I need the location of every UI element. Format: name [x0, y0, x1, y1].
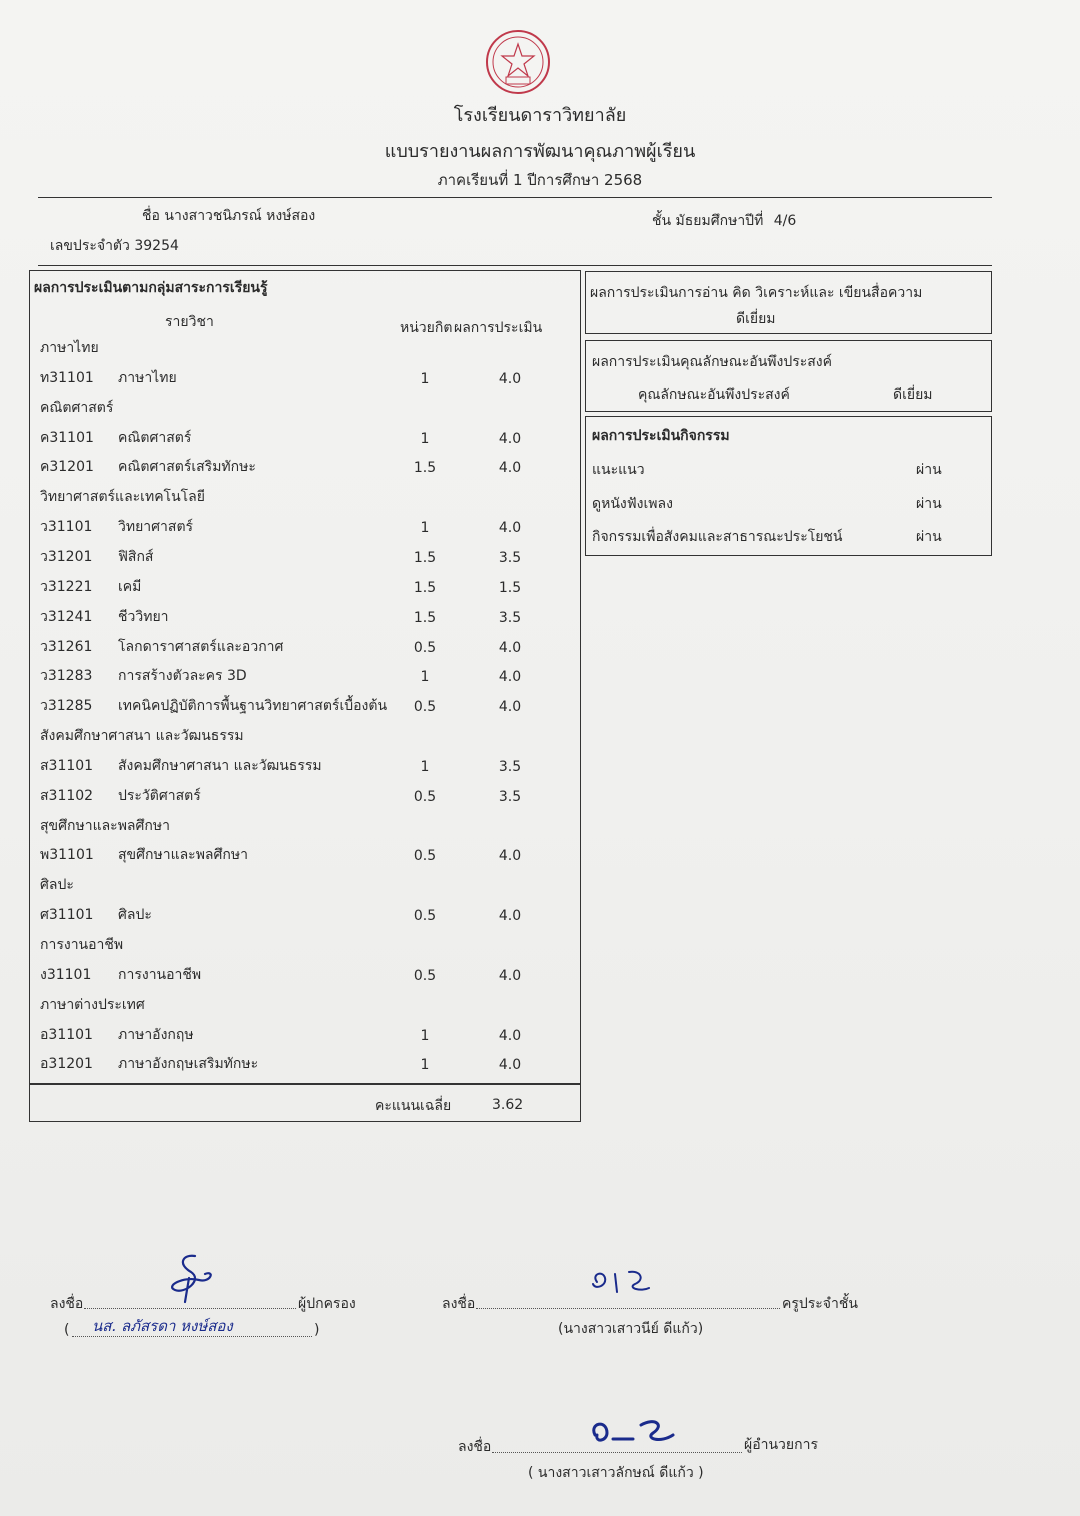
term-info: ภาคเรียนที่ 1 ปีการศึกษา 2568 [437, 171, 643, 189]
subject-grade: 4.0 [498, 848, 522, 865]
student-id-line [50, 235, 179, 257]
subject-code: ค31101 [40, 429, 94, 446]
character-assessment-title: ผลการประเมินคุณลักษณะอันพึงประสงค์ [592, 354, 833, 370]
col-result-header: ผลการประเมิน [454, 320, 543, 336]
subject-name: ฟิสิกส์ [118, 548, 154, 565]
guardian-name-close: ) [314, 1322, 320, 1338]
subject-code: อ31201 [40, 1056, 93, 1073]
subject-group-row [30, 994, 580, 1018]
subject-credit: 1 [420, 758, 430, 775]
subject-name: ชีววิทยา [118, 608, 169, 625]
activity-name: ดูหนังฟังเพลง [592, 496, 673, 512]
subject-grade: 4.0 [498, 699, 522, 716]
subject-credit: 1.5 [413, 609, 437, 626]
subject-name: วิทยาศาสตร์ [118, 519, 194, 536]
subject-code: ว31201 [40, 548, 93, 565]
subject-grade: 3.5 [498, 549, 522, 566]
subject-grade: 4.0 [498, 520, 522, 537]
director-sign-label: ลงชื่อ [458, 1439, 492, 1455]
director-name: ( นางสาวเสาวลักษณ์ ดีแก้ว ) [528, 1465, 704, 1481]
subject-group-row [30, 725, 580, 749]
subject-code: ว31285 [40, 698, 93, 715]
subject-row [30, 456, 580, 480]
subject-group-row [30, 815, 580, 839]
subject-row [30, 576, 580, 600]
subject-name: การงานอาชีพ [118, 966, 202, 983]
activity-result: ผ่าน [916, 462, 942, 478]
subject-row [30, 367, 580, 391]
subject-name: คณิตศาสตร์เสริมทักษะ [118, 459, 256, 476]
subject-group-name: คณิตศาสตร์ [40, 399, 114, 416]
subject-code: ส31102 [40, 787, 94, 804]
subject-group-row [30, 486, 580, 510]
subject-group-row [30, 874, 580, 898]
subject-grade: 4.0 [498, 639, 522, 656]
subject-grade: 4.0 [498, 430, 522, 447]
subject-code: ว31241 [40, 608, 93, 625]
subject-row [30, 1024, 580, 1048]
subject-code: ว31261 [40, 638, 93, 655]
subject-code: ศ31101 [40, 907, 94, 924]
subject-code: ค31201 [40, 459, 94, 476]
school-seal-icon [484, 28, 552, 96]
student-id-label: เลขประจำตัว [50, 238, 130, 254]
subject-name: เทคนิคปฏิบัติการพื้นฐานวิทยาศาสตร์เบื้องต้น [118, 698, 388, 715]
subject-row [30, 904, 580, 928]
subject-grade: 1.5 [498, 579, 522, 596]
teacher-sign-label: ลงชื่อ [442, 1296, 476, 1312]
subject-code: อ31101 [40, 1026, 93, 1043]
subject-group-name: สุขศึกษาและพลศึกษา [40, 817, 170, 834]
teacher-role: ครูประจำชั้น [782, 1296, 858, 1312]
subject-group-name: ภาษาไทย [40, 340, 99, 356]
character-assessment-box [585, 340, 992, 412]
subject-name: ภาษาอังกฤษเสริมทักษะ [118, 1056, 259, 1073]
subject-grade: 3.5 [498, 609, 522, 626]
subject-credit: 0.5 [413, 788, 437, 805]
subject-code: ง31101 [40, 966, 92, 983]
grades-table [29, 270, 581, 1122]
subject-group-name: การงานอาชีพ [40, 937, 124, 953]
subject-row [30, 606, 580, 630]
info-divider [38, 265, 992, 266]
subject-credit: 1.5 [413, 549, 437, 566]
guardian-role: ผู้ปกครอง [298, 1296, 356, 1312]
subject-group-row [30, 337, 580, 361]
guardian-sign-label: ลงชื่อ [50, 1296, 84, 1312]
activity-result: ผ่าน [916, 529, 942, 545]
subject-credit: 0.5 [413, 699, 437, 716]
subject-code: พ31101 [40, 847, 94, 864]
activity-assessment-box [585, 416, 992, 556]
subject-credit: 1 [420, 520, 430, 537]
subject-row [30, 844, 580, 868]
gpa-label: คะแนนเฉลี่ย [375, 1098, 452, 1114]
teacher-name: (นางสาวเสาวนีย์ ดีแก้ว) [558, 1321, 704, 1337]
subject-row [30, 695, 580, 719]
subject-row [30, 636, 580, 660]
subject-group-name: ภาษาต่างประเทศ [40, 996, 145, 1013]
subject-credit: 0.5 [413, 908, 437, 925]
subject-credit: 0.5 [413, 967, 437, 984]
school-name: โรงเรียนดาราวิทยาลัย [453, 105, 627, 126]
subject-row [30, 427, 580, 451]
character-assessment-result: ดีเยี่ยม [893, 387, 933, 403]
activity-name: แนะแนว [592, 462, 645, 478]
subject-row [30, 1053, 580, 1077]
subject-name: เคมี [118, 578, 142, 595]
subject-row [30, 785, 580, 809]
student-id: 39254 [134, 238, 179, 254]
subject-row [30, 964, 580, 988]
gpa-value: 3.62 [492, 1097, 524, 1113]
subject-grade: 4.0 [498, 370, 522, 387]
student-class: 4/6 [773, 213, 797, 229]
director-role: ผู้อำนวยการ [744, 1437, 818, 1453]
gpa-divider [30, 1083, 580, 1085]
col-credit-header: หน่วยกิต [400, 320, 453, 336]
teacher-sign-line [476, 1308, 780, 1309]
subject-grade: 4.0 [498, 1057, 522, 1074]
student-name: นางสาวชนิภรณ์ หงษ์สอง [164, 208, 316, 224]
character-assessment-label: คุณลักษณะอันพึงประสงค์ [638, 387, 790, 403]
reading-assessment-title: ผลการประเมินการอ่าน คิด วิเคราะห์และ เขียนสื่อความ [590, 285, 923, 301]
student-name-label: ชื่อ [142, 208, 160, 224]
reading-assessment-result: ดีเยี่ยม [736, 311, 776, 327]
subject-credit: 0.5 [413, 848, 437, 865]
subject-code: ว31101 [40, 519, 93, 536]
subject-row [30, 546, 580, 570]
subject-row [30, 755, 580, 779]
subject-name: คณิตศาสตร์ [118, 429, 192, 446]
student-class-label: ชั้น มัธยมศึกษาปีที่ [652, 213, 764, 229]
subject-row [30, 665, 580, 689]
subject-name: สังคมศึกษาศาสนา และวัฒนธรรม [118, 757, 322, 774]
subject-name: โลกดาราศาสตร์และอวกาศ [118, 638, 284, 655]
subject-code: ส31101 [40, 757, 94, 774]
subject-credit: 1 [420, 370, 430, 387]
subject-code: ว31283 [40, 668, 93, 685]
subject-name: สุขศึกษาและพลศึกษา [118, 847, 248, 864]
subject-name: ประวัติศาสตร์ [118, 787, 201, 804]
subject-credit: 1 [420, 430, 430, 447]
student-name-line [142, 205, 315, 227]
subject-credit: 1.5 [413, 460, 437, 477]
subject-credit: 1 [420, 669, 430, 686]
subject-credit: 0.5 [413, 639, 437, 656]
subject-grade: 3.5 [498, 788, 522, 805]
guardian-signature-icon [155, 1250, 225, 1310]
grades-table-title: ผลการประเมินตามกลุ่มสาระการเรียนรู้ [34, 280, 268, 296]
subject-grade: 4.0 [498, 460, 522, 477]
subject-name: การสร้างตัวละคร 3D [118, 668, 247, 685]
subject-group-row [30, 934, 580, 958]
subject-name: ภาษาอังกฤษ [118, 1026, 194, 1043]
subject-group-name: วิทยาศาสตร์และเทคโนโลยี [40, 489, 205, 506]
col-subject-header: รายวิชา [165, 314, 214, 330]
subject-grade: 4.0 [498, 967, 522, 984]
subject-code: ว31221 [40, 578, 93, 595]
teacher-signature-icon [585, 1262, 665, 1302]
subject-credit: 1.5 [413, 579, 437, 596]
subject-group-name: ศิลปะ [40, 877, 74, 894]
activity-name: กิจกรรมเพื่อสังคมและสาธารณะประโยชน์ [592, 529, 843, 545]
student-class-line [652, 210, 796, 232]
subject-grade: 4.0 [498, 1027, 522, 1044]
activity-result: ผ่าน [916, 496, 942, 512]
subject-group-row [30, 397, 580, 421]
director-signature-icon [585, 1405, 685, 1455]
subject-name: ภาษาไทย [118, 369, 177, 386]
subject-grade: 4.0 [498, 908, 522, 925]
report-title: แบบรายงานผลการพัฒนาคุณภาพผู้เรียน [384, 141, 696, 162]
subject-group-name: สังคมศึกษาศาสนา และวัฒนธรรม [40, 728, 244, 745]
guardian-name: นส. ลภัสรดา หงษ์สอง [92, 1317, 233, 1335]
subject-name: ศิลปะ [118, 907, 152, 924]
subject-credit: 1 [420, 1057, 430, 1074]
reading-assessment-box [585, 271, 992, 334]
subject-row [30, 516, 580, 540]
activity-assessment-title: ผลการประเมินกิจกรรม [592, 428, 730, 444]
guardian-name-open: ( [64, 1322, 70, 1338]
header-divider [38, 197, 992, 198]
subject-credit: 1 [420, 1027, 430, 1044]
subject-grade: 3.5 [498, 758, 522, 775]
subject-grade: 4.0 [498, 669, 522, 686]
subject-code: ท31101 [40, 369, 94, 386]
